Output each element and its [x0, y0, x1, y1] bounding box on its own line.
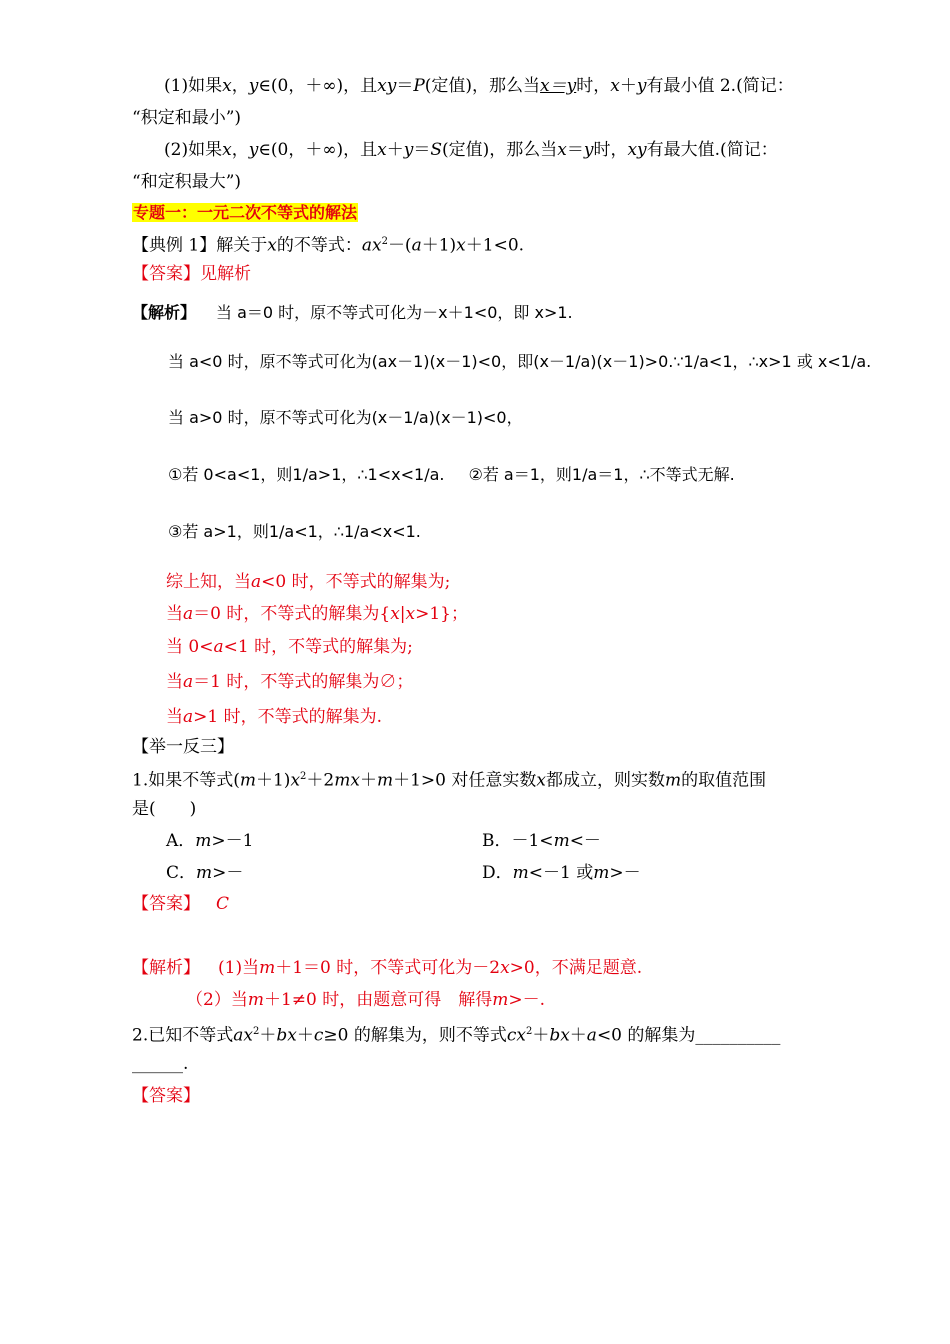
question-2: 2.已知不等式$ax^2+bx+c\ge 0$ 的解集为，则不等式$cx^2+bx+a<0$ 的解集为__________: [132, 1025, 781, 1046]
underlined-condition: x＝y: [540, 76, 577, 96]
option-b: B．－1<m<－: [482, 831, 601, 851]
paragraph-2: (2)如果x，y∈(0，＋∞)，且x＋y＝S(定值)，那么当x＝y时，xy有最大值.(简记：: [164, 140, 778, 160]
topic-highlight: 专题一：一元二次不等式的解法: [133, 203, 358, 222]
summary-line-1: 综上知，当a<0 时，不等式的解集为;: [166, 572, 451, 592]
option-a: A．m>－1: [166, 831, 254, 851]
summary-line-4: 当a＝1 时，不等式的解集为∅；: [166, 672, 414, 692]
summary-line-3: 当 0<a<1 时，不等式的解集为;: [166, 637, 413, 657]
paragraph-2-cont: “和定积最大”): [132, 172, 242, 192]
solution-1-line-2: 当 a<0 时，原不等式可化为(ax－1)(x－1)<0，即(x－1/a)(x－1)>0.∵1/a<1，∴x>1 或 x<1/a.: [168, 352, 872, 371]
example-1: 【典例 1】解关于x的不等式：$ax^2-(a+1)x+1<0$.: [132, 235, 525, 256]
solution-1-head: 【解析】 当 a＝0 时，原不等式可化为－x＋1<0，即 x>1.: [132, 303, 573, 322]
summary-line-5: 当a>1 时，不等式的解集为.: [166, 707, 383, 727]
practice-heading: 【举一反三】: [132, 737, 234, 757]
paragraph-1: (1)如果x，y∈(0，＋∞)，且xy＝P(定值)，那么当x＝y时，x＋y有最小值 2.(简记：: [164, 76, 794, 96]
question-1: 1.如果不等式$(m+1)x^2+2mx+m+1>0$ 对任意实数x都成立，则实数m的取值范围: [132, 770, 767, 791]
answer-q1: 【答案】 C: [132, 894, 230, 914]
question-2-blank-cont: ______.: [132, 1054, 189, 1074]
solution-q1-line-1: 【解析】 (1)当m＋1＝0 时，不等式可化为－2x>0，不满足题意.: [132, 958, 643, 978]
option-d: D．m<－1 或m>－: [482, 863, 641, 883]
option-c: C．m>－: [166, 863, 244, 883]
answer-blank: __________: [695, 1025, 781, 1046]
paragraph-1-cont: “积定和最小”): [132, 108, 242, 128]
solution-1-line-3: 当 a>0 时，原不等式可化为(x－1/a)(x－1)<0，: [168, 408, 523, 427]
summary-line-2: 当a＝0 时，不等式的解集为{x|x>1}；: [166, 604, 468, 624]
answer-q2: 【答案】: [132, 1086, 200, 1106]
question-1-cont: 是( ): [132, 799, 197, 819]
solution-1-line-5: ③若 a>1，则1/a<1，∴1/a<x<1.: [168, 522, 421, 541]
topic-heading: [132, 201, 358, 225]
answer-1: 【答案】见解析: [132, 264, 251, 284]
solution-q1-line-2: （2）当m＋1≠0 时，由题意可得 解得m>－.: [186, 990, 546, 1010]
solution-1-line-4: ①若 0<a<1，则1/a>1，∴1<x<1/a. ②若 a＝1，则1/a＝1，∴不等式无解.: [168, 465, 735, 484]
